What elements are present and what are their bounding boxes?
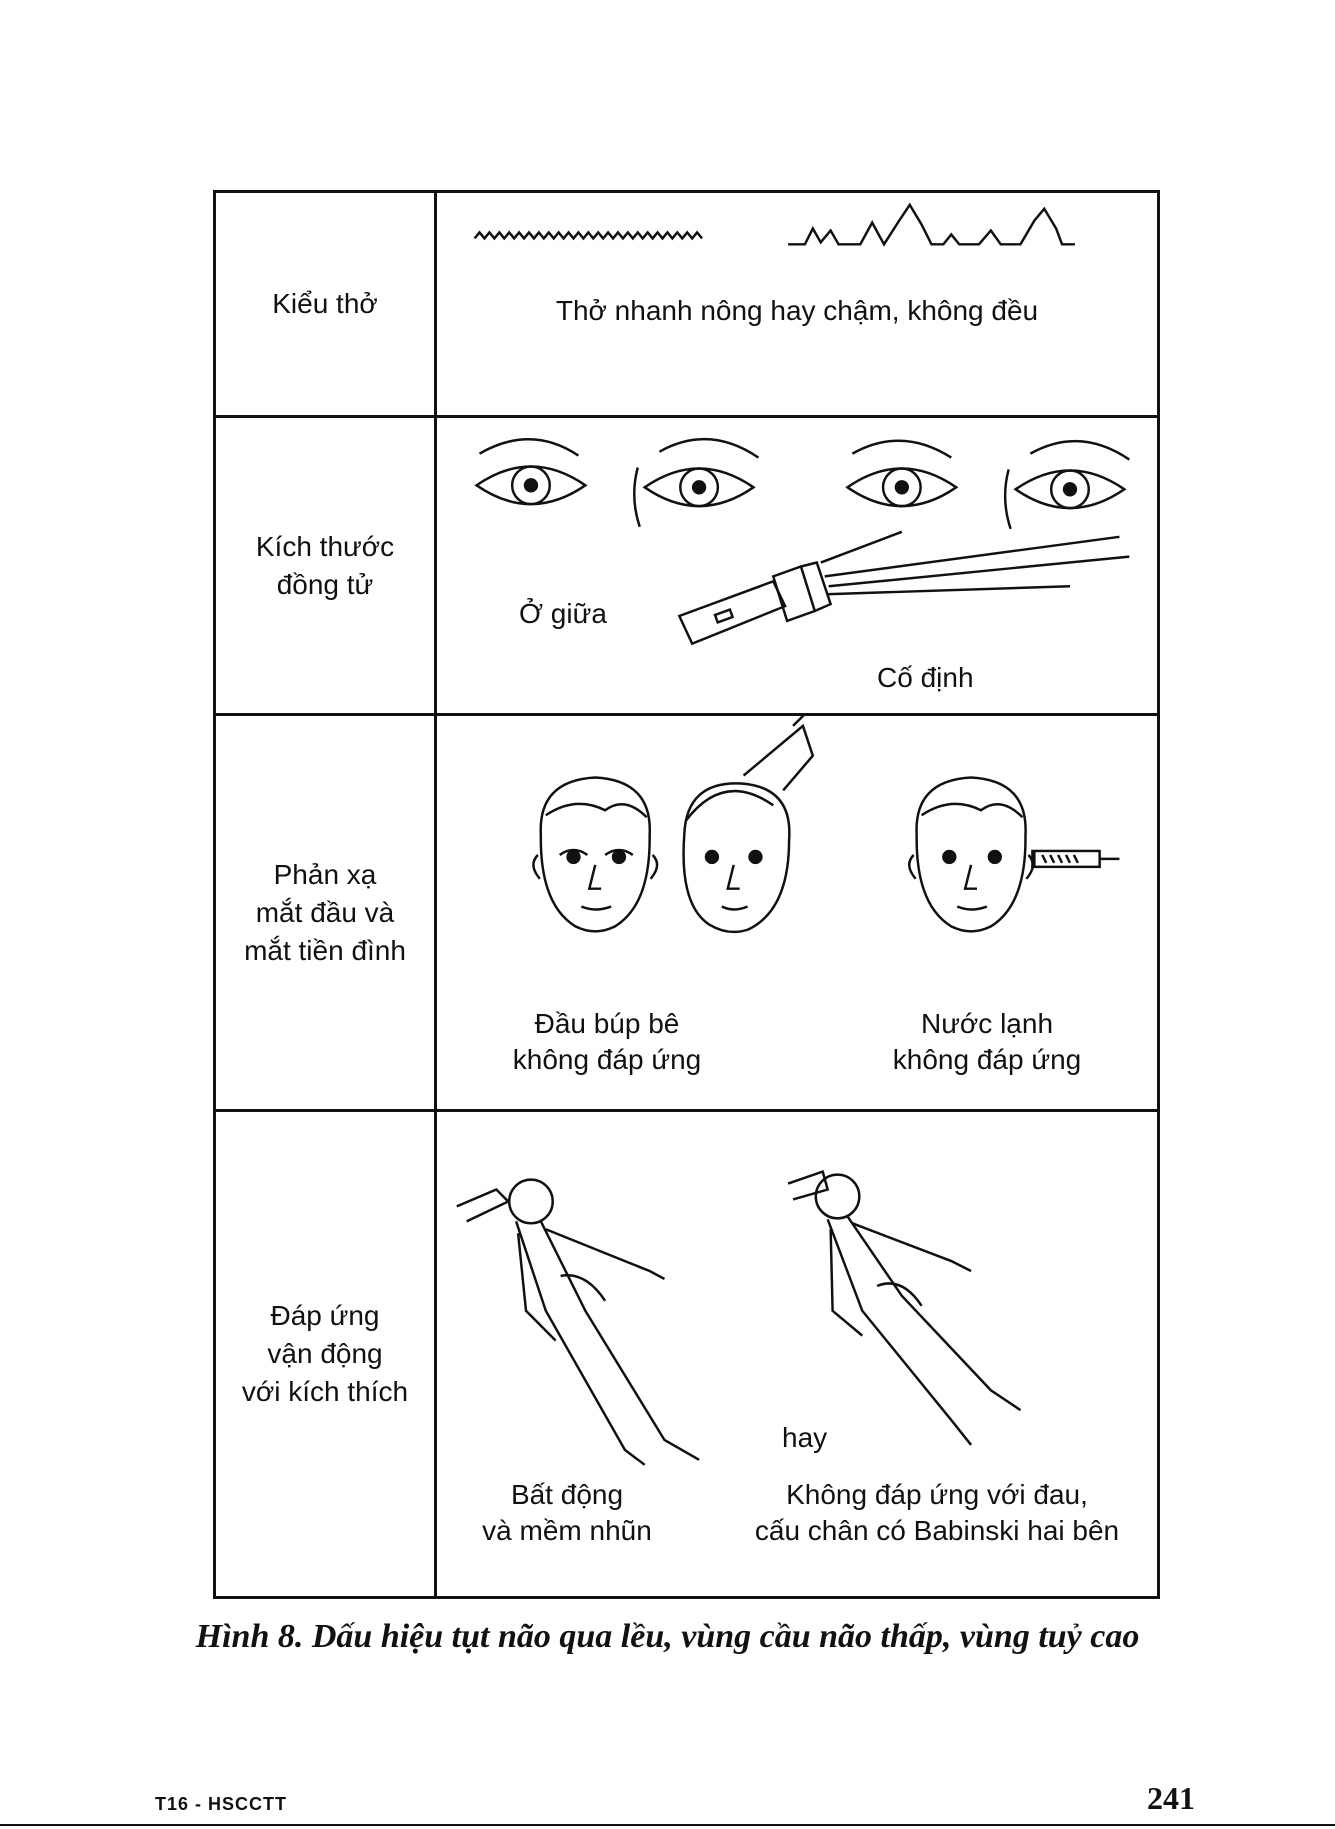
caption-line: cấu chân có Babinski hai bên [754, 1515, 1120, 1546]
row-breathing-pattern [215, 192, 1159, 417]
motor-connector-or: hay [782, 1422, 828, 1453]
caption-line: Bất động [510, 1479, 624, 1510]
motor-caption-babinski [737, 1477, 1137, 1549]
caption-line: Không đáp ứng với đau, [786, 1479, 1088, 1510]
row-pupil-size [215, 417, 1159, 715]
babinski-body-icon [788, 1172, 1020, 1445]
label-line: đồng tử [276, 568, 374, 600]
row-label [215, 1111, 436, 1598]
midposition-pupil-eye-icon [477, 439, 586, 504]
syringe-icon [1032, 851, 1119, 867]
face-doll-head-icon [533, 778, 657, 932]
row-label [215, 715, 436, 1111]
label-line: Kiểu thở [272, 288, 378, 319]
label-line: Phản xạ [273, 858, 377, 890]
label-line: với kích thích [241, 1376, 409, 1407]
label-line: Kích thước [255, 530, 395, 562]
midposition-pupil-eye-icon [847, 441, 956, 506]
reflex-caption-doll-head [507, 1006, 707, 1078]
label-line: vận động [267, 1338, 383, 1369]
figure-table [213, 190, 1160, 1599]
caption-line: và mềm nhũn [482, 1515, 652, 1546]
caption-line: Nước lạnh [920, 1008, 1054, 1039]
motor-caption-flaccid [467, 1477, 667, 1549]
reflex-caption-cold-water [887, 1006, 1087, 1078]
pupil-caption-middle: Ở giữa [519, 598, 607, 629]
caption-line: Đầu búp bê [534, 1008, 680, 1039]
row-content [436, 192, 1159, 417]
pupil-illustration [437, 418, 1157, 713]
row-content [436, 1111, 1159, 1598]
row-content [436, 417, 1159, 715]
row-oculocephalic-reflex [215, 715, 1159, 1111]
midposition-pupil-eye-icon [1005, 441, 1129, 529]
label-line: mắt đầu và [255, 896, 395, 928]
head-turned-by-hand-icon [684, 716, 813, 932]
label-line: Đáp ứng [270, 1300, 380, 1331]
page-number: 241 [1147, 1780, 1195, 1816]
label-line: mắt tiền đình [244, 934, 406, 966]
face-cold-water-icon [909, 778, 1033, 932]
caption-line: không đáp ứng [892, 1044, 1082, 1075]
bottom-rule [0, 1824, 1335, 1826]
row-label [215, 417, 436, 715]
pupil-caption-fixed: Cố định [877, 662, 974, 693]
figure-caption: Hình 8. Dấu hiệu tụt não qua lều, vùng cầu não thấp, vùng tuỷ cao [195, 1618, 1140, 1655]
caption-line: không đáp ứng [512, 1044, 702, 1075]
row-label [215, 192, 436, 417]
breathing-description: Thở nhanh nông hay chậm, không đều [555, 295, 1039, 326]
row-content [436, 715, 1159, 1111]
irregular-breathing-wave-icon [788, 205, 1075, 244]
row-motor-response [215, 1111, 1159, 1598]
rapid-shallow-breathing-wave-icon [475, 232, 702, 238]
midposition-pupil-eye-icon [634, 439, 758, 527]
flaccid-body-icon [457, 1180, 699, 1465]
flashlight-icon [679, 532, 1129, 644]
footer-code: T16 - HSCCTT [155, 1794, 288, 1814]
